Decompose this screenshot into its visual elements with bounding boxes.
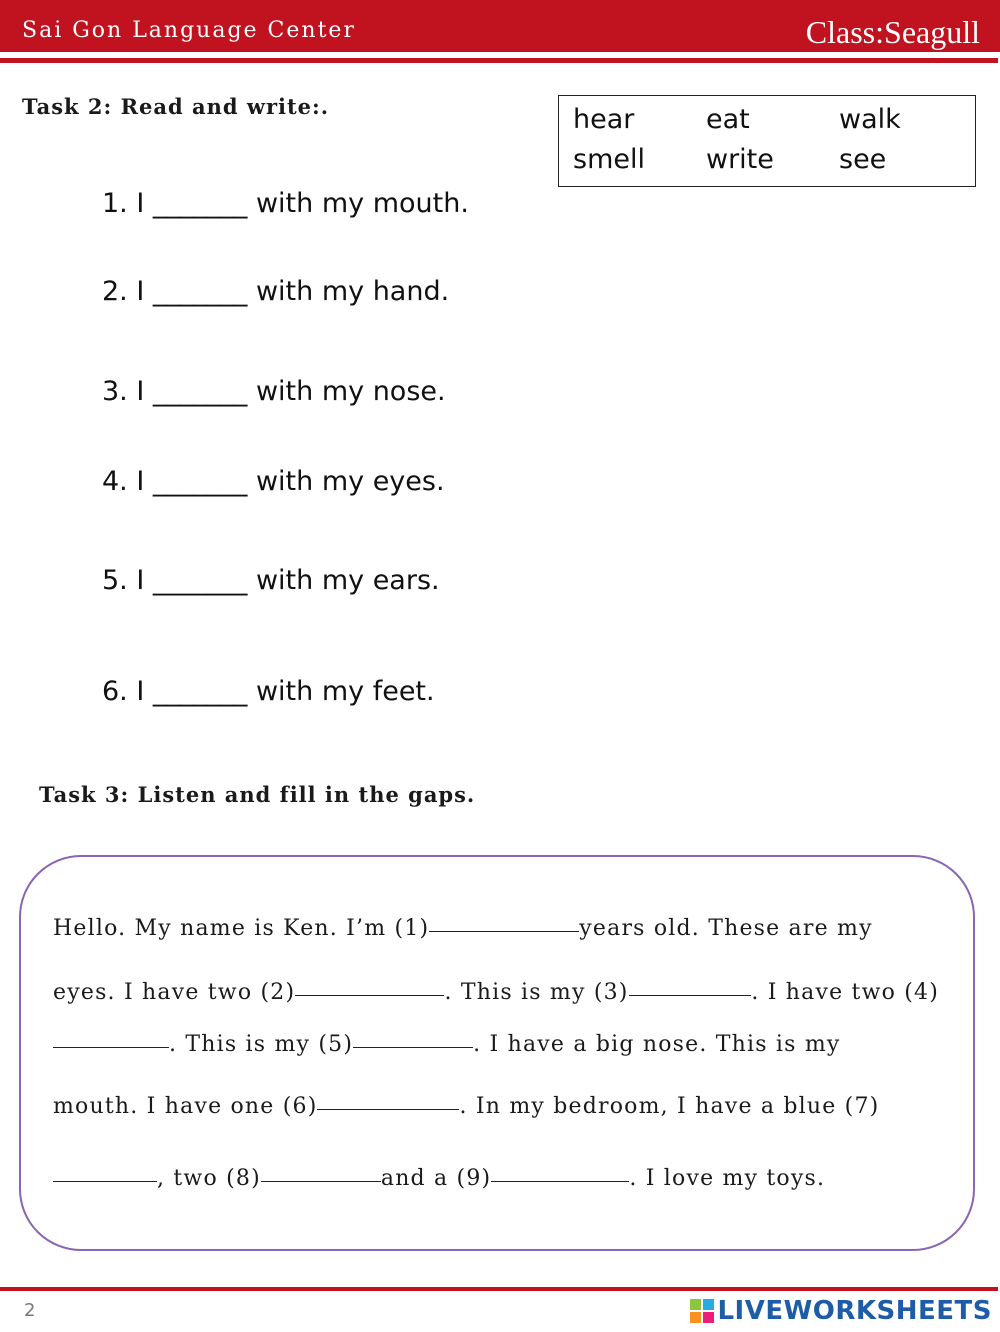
- liveworksheets-icon: [690, 1299, 714, 1323]
- paragraph-text: . In my bedroom, I have a blue (7): [459, 1094, 880, 1119]
- task2-sentence-3: 3. I _______ with my nose.: [102, 376, 446, 407]
- header-bar: [0, 0, 1000, 52]
- gap-3-input[interactable]: [629, 993, 752, 996]
- task2-sentence-5: 5. I _______ with my ears.: [102, 565, 440, 596]
- center-name: Sai Gon Language Center: [22, 18, 356, 43]
- gap-4-input[interactable]: [53, 1045, 169, 1048]
- task2-sentence-1: 1. I _______ with my mouth.: [102, 188, 469, 219]
- paragraph-text: . I have two (4): [751, 980, 939, 1005]
- word-bank: [558, 95, 976, 187]
- paragraph-line-2: [53, 980, 939, 1005]
- brand-logo[interactable]: [690, 1296, 992, 1326]
- word-bank-row: [559, 104, 975, 142]
- paragraph-text: and a (9): [380, 1166, 492, 1191]
- word-bank-word: write: [706, 144, 774, 175]
- paragraph-text: . I love my toys.: [629, 1166, 826, 1191]
- paragraph-line-5: [53, 1166, 939, 1191]
- paragraph-text: . This is my (5): [169, 1032, 354, 1057]
- gap-5-input[interactable]: [353, 1045, 473, 1048]
- gap-8-input[interactable]: [261, 1179, 381, 1182]
- gap-2-input[interactable]: [295, 993, 444, 996]
- paragraph-line-1: [53, 916, 939, 941]
- paragraph-text: years old. These are my: [579, 916, 873, 941]
- gap-1-input[interactable]: [429, 929, 579, 932]
- paragraph-line-4: [53, 1094, 939, 1119]
- task2-sentence-2: 2. I _______ with my hand.: [102, 276, 450, 307]
- word-bank-row: [559, 144, 975, 182]
- gap-9-input[interactable]: [491, 1179, 629, 1182]
- class-label: Class:Seagull: [805, 14, 980, 50]
- task2-sentence-4: 4. I _______ with my eyes.: [102, 466, 445, 497]
- paragraph-text: Hello. My name is Ken. I’m (1): [53, 916, 430, 941]
- word-bank-word: hear: [573, 104, 635, 135]
- paragraph-line-3: [53, 1032, 939, 1057]
- word-bank-word: see: [839, 144, 887, 175]
- gap-6-input[interactable]: [317, 1107, 459, 1110]
- word-bank-word: eat: [706, 104, 750, 135]
- footer-divider: [0, 1287, 998, 1291]
- task2-sentence-6: 6. I _______ with my feet.: [102, 676, 435, 707]
- task2-title: Task 2: Read and write:.: [22, 94, 330, 119]
- paragraph-text: eyes. I have two (2): [53, 980, 296, 1005]
- page-number: 2: [24, 1300, 36, 1321]
- paragraph-text: . I have a big nose. This is my: [473, 1032, 841, 1057]
- word-bank-word: smell: [573, 144, 645, 175]
- gap-7-input[interactable]: [53, 1179, 157, 1182]
- word-bank-word: walk: [839, 104, 901, 135]
- brand-name: LIVEWORKSHEETS: [717, 1296, 992, 1326]
- paragraph-text: . This is my (3): [444, 980, 629, 1005]
- task3-title: Task 3: Listen and fill in the gaps.: [39, 782, 476, 807]
- paragraph-text: , two (8): [157, 1166, 261, 1191]
- header-divider: [0, 58, 998, 63]
- paragraph-text: mouth. I have one (6): [53, 1094, 318, 1119]
